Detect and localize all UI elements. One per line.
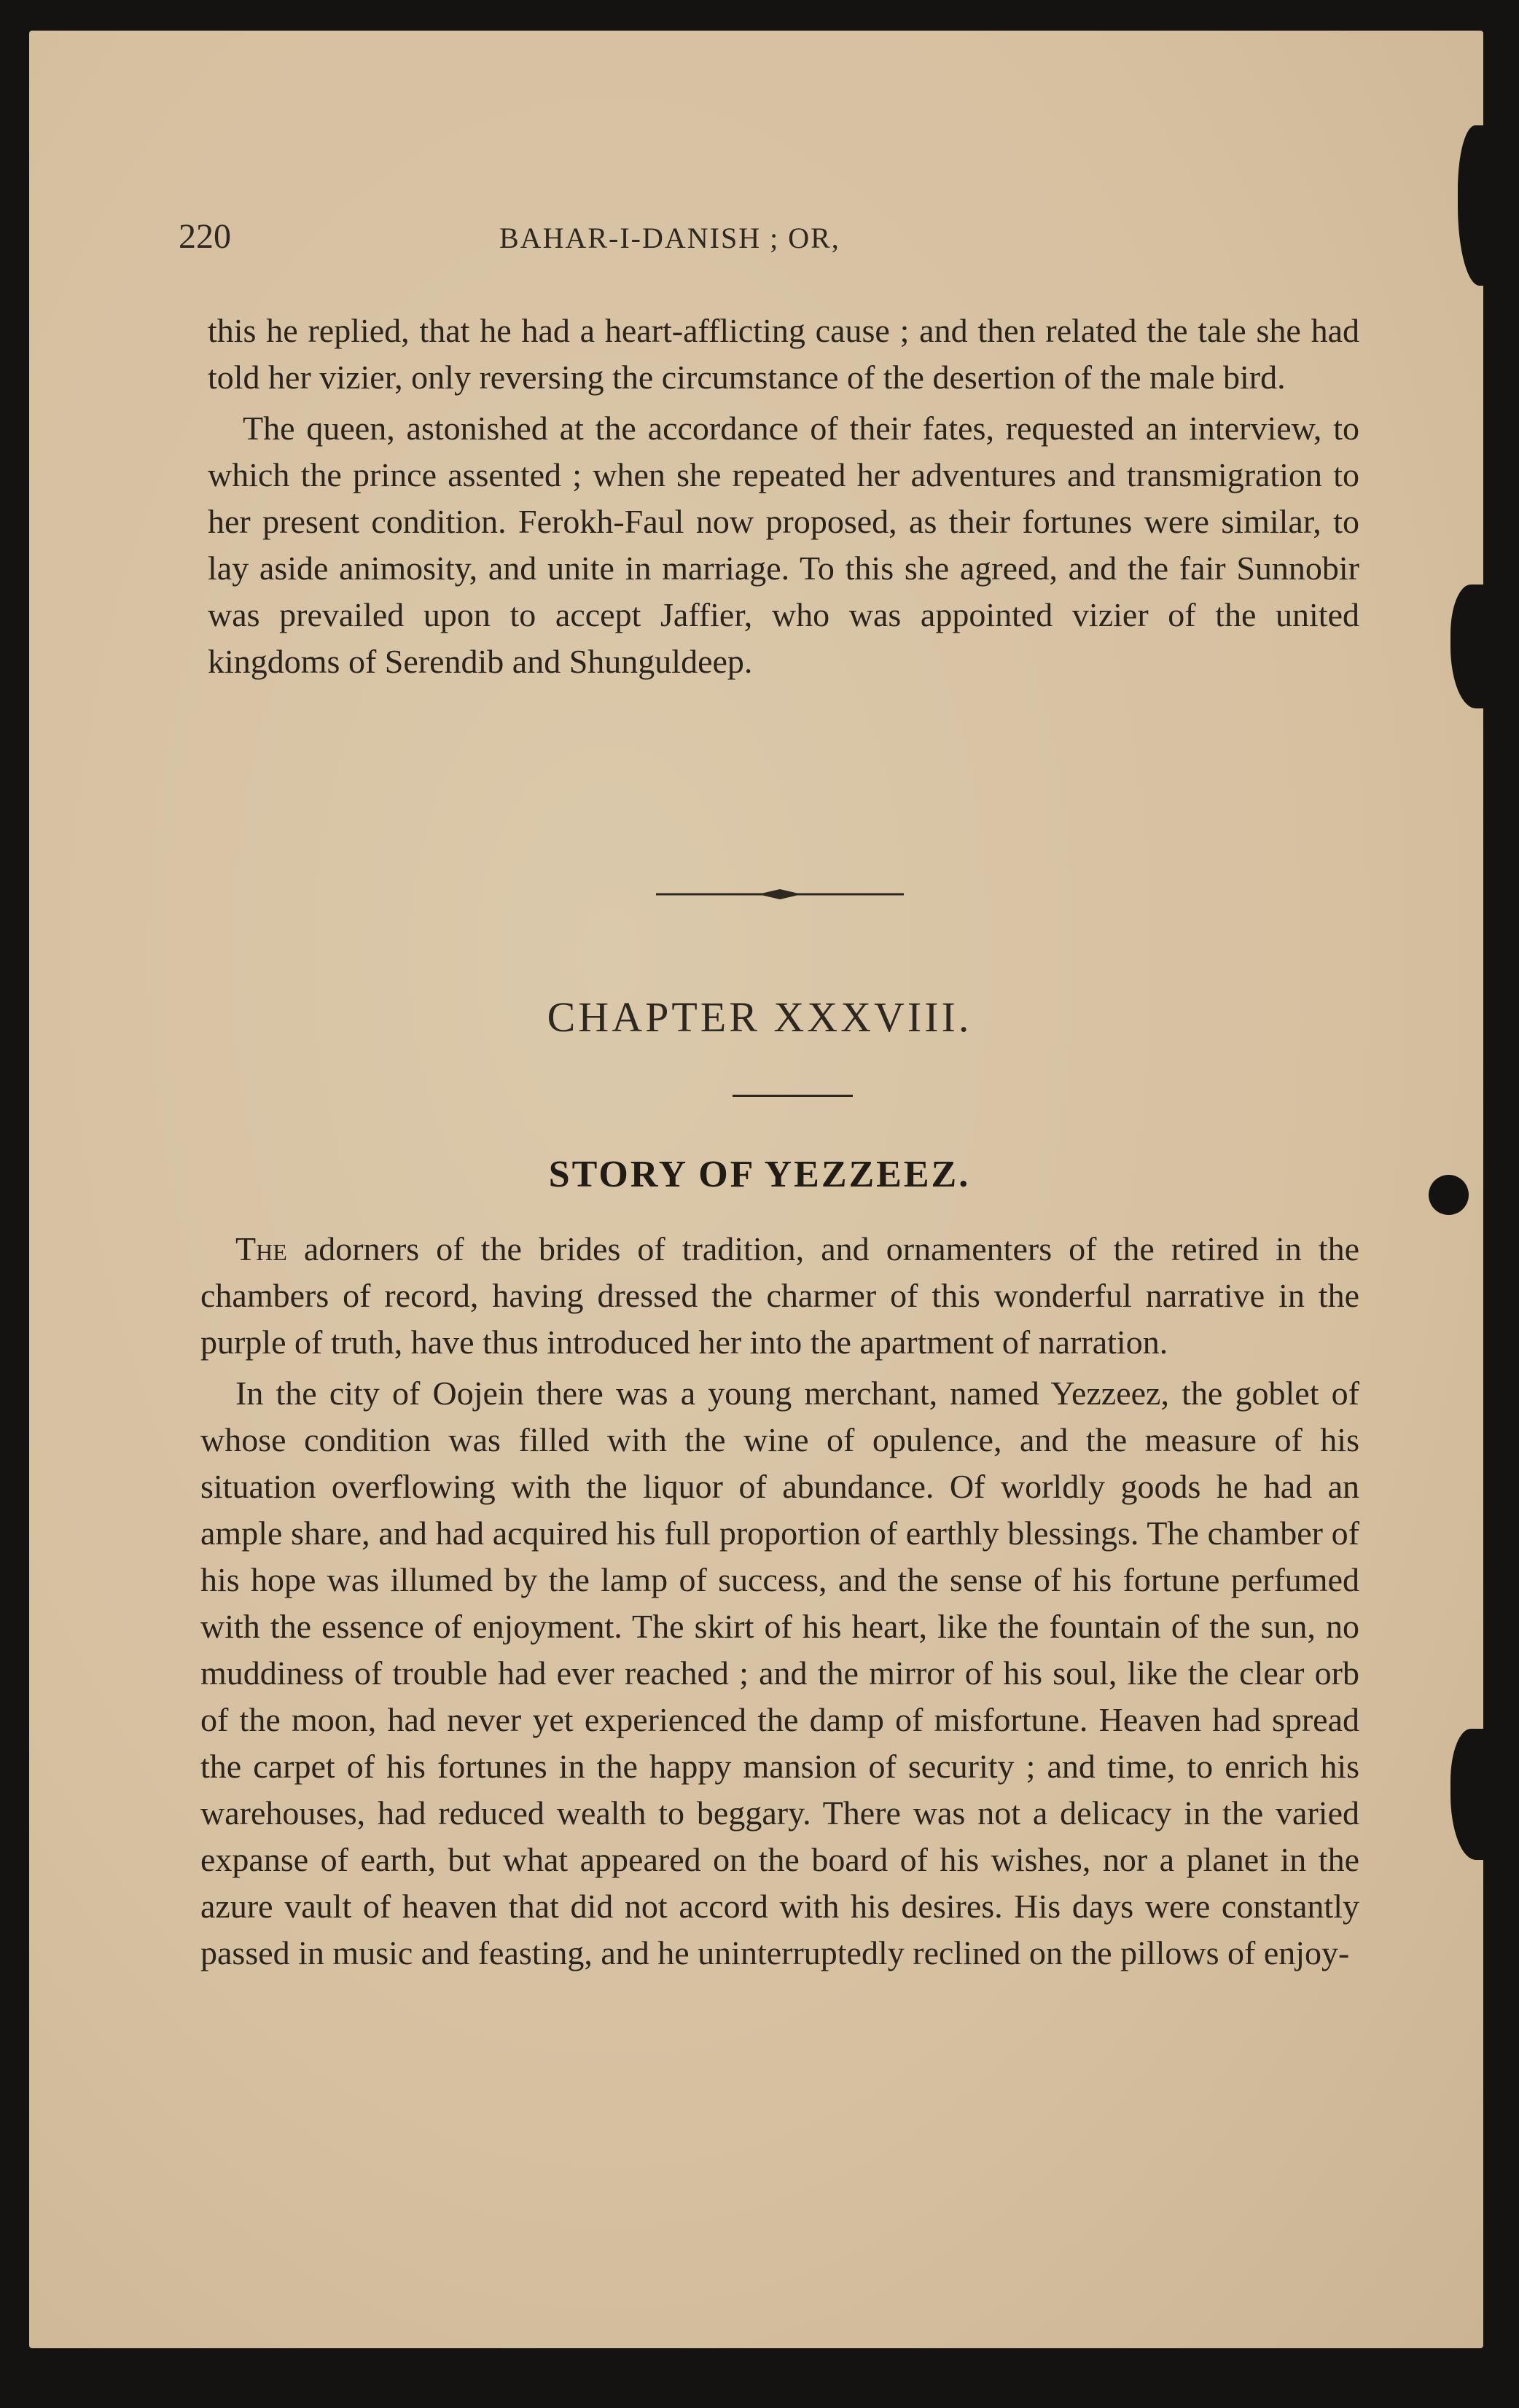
story-text	[200, 1226, 1359, 1981]
story-title: STORY OF YEZZEEZ.	[548, 1154, 971, 1195]
paragraph-body: adorners of the brides of tradition, and ornamenters of the retired in the chambers of record, having dressed the charmer of this wonderful narrative in the purple of truth, have thus introduced her into the apartment of narration.	[200, 1230, 1359, 1361]
running-title: BAHAR-I-DANISH ; OR,	[499, 222, 840, 254]
paragraph: this he replied, that he had a heart-afflicting cause ; and then related the tale she had told her vizier, only reversing the circumstance of the desertion of the male bird.	[208, 312, 1359, 396]
chapter-rule	[733, 1095, 853, 1097]
top-text	[208, 308, 1359, 689]
torn-edge	[1450, 585, 1483, 708]
chapter-title: CHAPTER XXXVIII.	[547, 993, 972, 1041]
paragraph: In the city of Oojein there was a young merchant, named Yezzeez, the goblet of whose condition was filled with the wine of opulence, and the measure of his situation overflowing with the liquor of abundance. Of worldly goods he had an ample share, and had acquired his full proportion of earthly blessings. The chamber of his hope was illumed by the lamp of success, and the sense of his fortune perfumed with the essence of enjoyment. The skirt of his heart, like the fountain of the sun, no muddiness of trouble had ever reached ; and the mirror of his soul, like the clear orb of the moon, had never yet experienced the damp of misfortune. Heaven had spread the carpet of his fortunes in the happy mansion of security ; and time, to enrich his warehouses, had reduced wealth to beggary. There was not a delicacy in the varied expanse of earth, but what appeared on the board of his wishes, nor a planet in the azure vault of heaven that did not accord with his desires. His days were constantly passed in music and feasting, and he uninterruptedly reclined on the pillows of enjoy-	[200, 1375, 1359, 1971]
paragraph	[200, 1226, 1359, 1366]
torn-edge	[1458, 125, 1483, 286]
book-page	[29, 31, 1483, 2348]
drop-word: The	[235, 1230, 287, 1267]
section-divider-ornament	[656, 883, 904, 905]
torn-edge	[1450, 1729, 1483, 1860]
page-header	[179, 216, 1330, 267]
page-number: 220	[179, 217, 231, 256]
paragraph: The queen, astonished at the accordance of their fates, requested an interview, to which the prince assented ; when she repeated her adventures and transmigration to her present condition. Ferokh-Faul now proposed, as their fortunes were similar, to lay aside animosity, and unite in marriage. To this she agreed, and the fair Sunnobir was prevailed upon to accept Jaffier, who was appointed vizier of the united kingdoms of Serendib and Shunguldeep.	[208, 410, 1359, 680]
